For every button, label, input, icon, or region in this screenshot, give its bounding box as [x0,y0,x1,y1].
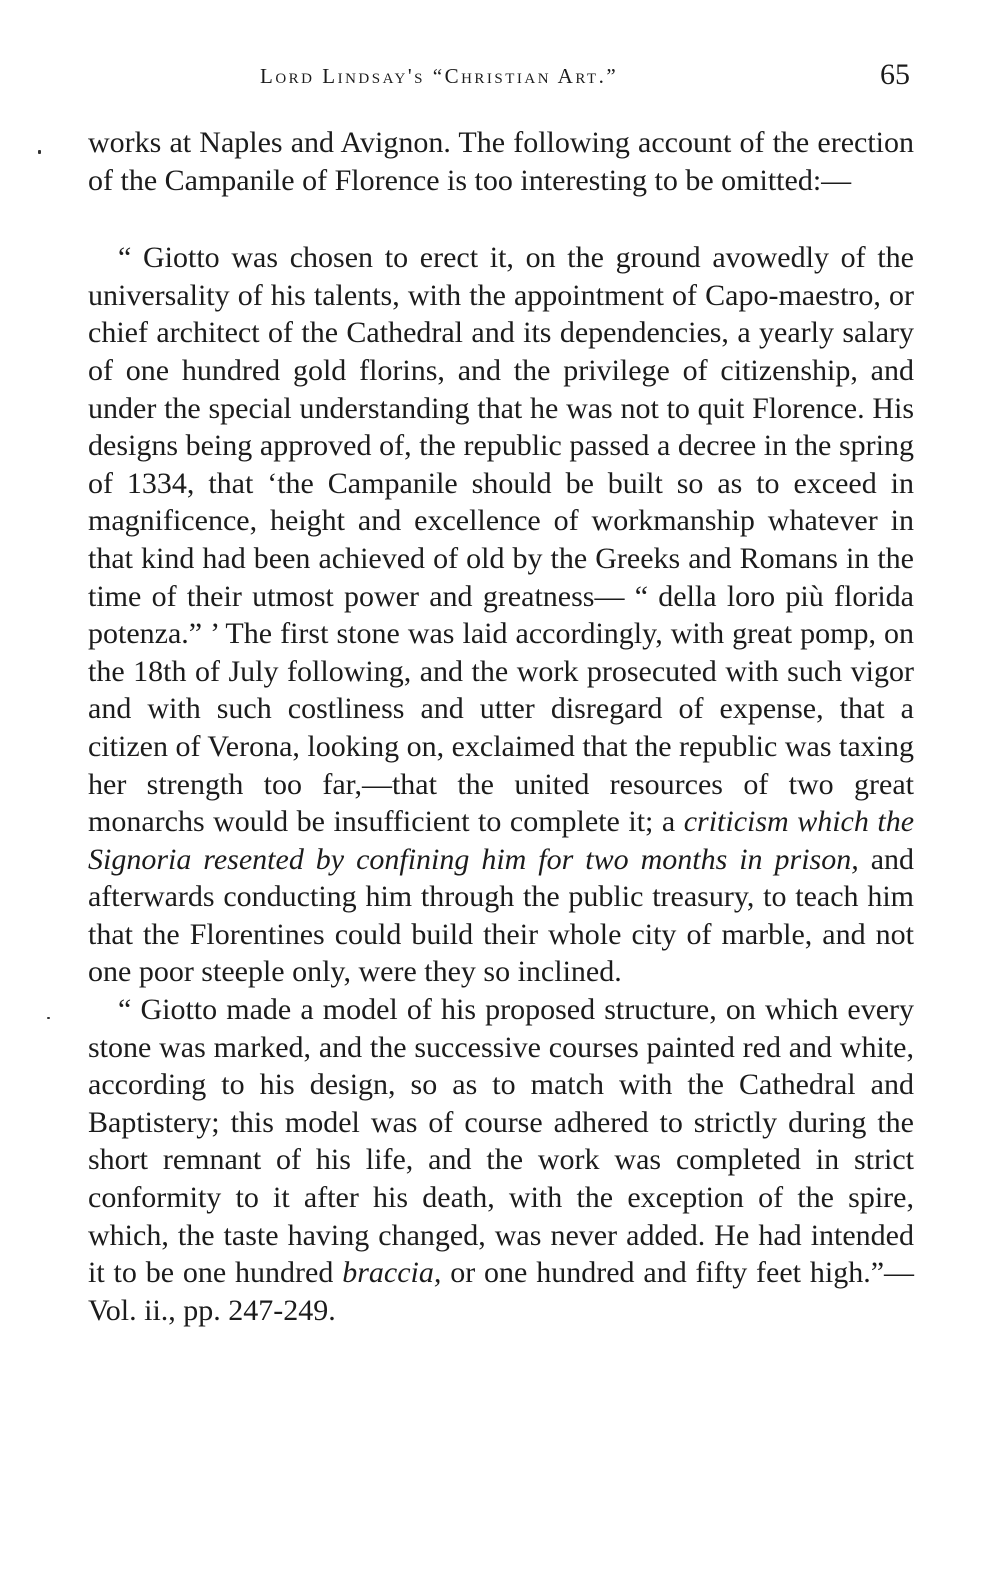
running-header [88,58,914,98]
quote-1-text-a: “ Giotto was chosen to erect it, on the ground avowedly of the universality of his talents, with the appointment of Capo-maestro, or chief architect of the Cathedral and its dependencies, a yearly salary of one hundred gold florins, and the privilege of citizenship, and under the special understanding that he was not to quit Florence. His designs being approved of, the republic passed a decree in the spring of 1334, that ‘the Campanile should be built so as to exceed in magnificence, height and excellence of workmanship whatever in that kind had been achieved of old by the Greeks and Romans in the time of their utmost power and greatness— “ della loro più florida potenza.” ’ The first stone was laid accordingly, with great pomp, on the 18th of July following, and the work prosecuted with such vigor and with such costliness and utter disregard of expense, that a citizen of Verona, looking on, exclaimed that the republic was taxing her strength too far,—that the united resources of two great monarchs would be insufficient to complete it; a [88,241,914,839]
intro-paragraph: works at Naples and Avignon. The following account of the erection of the Campanile of Florence is too interesting to be omitted:— [88,126,914,197]
body-text [88,124,914,1329]
quote-paragraph-1 [88,239,914,991]
quote-2-text-b: or one hundred and fifty feet high.”—Vol. ii., pp. 247-249. [88,1256,915,1327]
quote-1-text-b: and afterwards conducting him through the public treasury, to teach him that the Florentines could build their whole city of marble, and not one poor steeple only, were they so inclined. [88,842,915,989]
quote-2-text-a: “ Giotto made a model of his proposed structure, on which every stone was marked, and the successive courses painted red and white, according to his design, so as to match with the Cathedral and Baptistery; this model was of course adhered to strictly during the short remnant of his life, and the work was completed in strict conformity to it after his death, with the exception of the spire, which, the taste having changed, was never added. He had intended it to be one hundred [88,993,914,1290]
margin-speck [47,1017,50,1019]
paragraph-gap [88,199,914,239]
quote-1-italic: criticism which the Signoria resented by confining him for two months in prison, [88,805,915,876]
quote-2-italic: braccia, [342,1256,442,1290]
running-title: Lord Lindsay's “Christian Art.” [260,64,619,88]
page-number: 65 [880,58,910,91]
quote-paragraph-2 [88,991,914,1329]
margin-speck [38,150,41,154]
